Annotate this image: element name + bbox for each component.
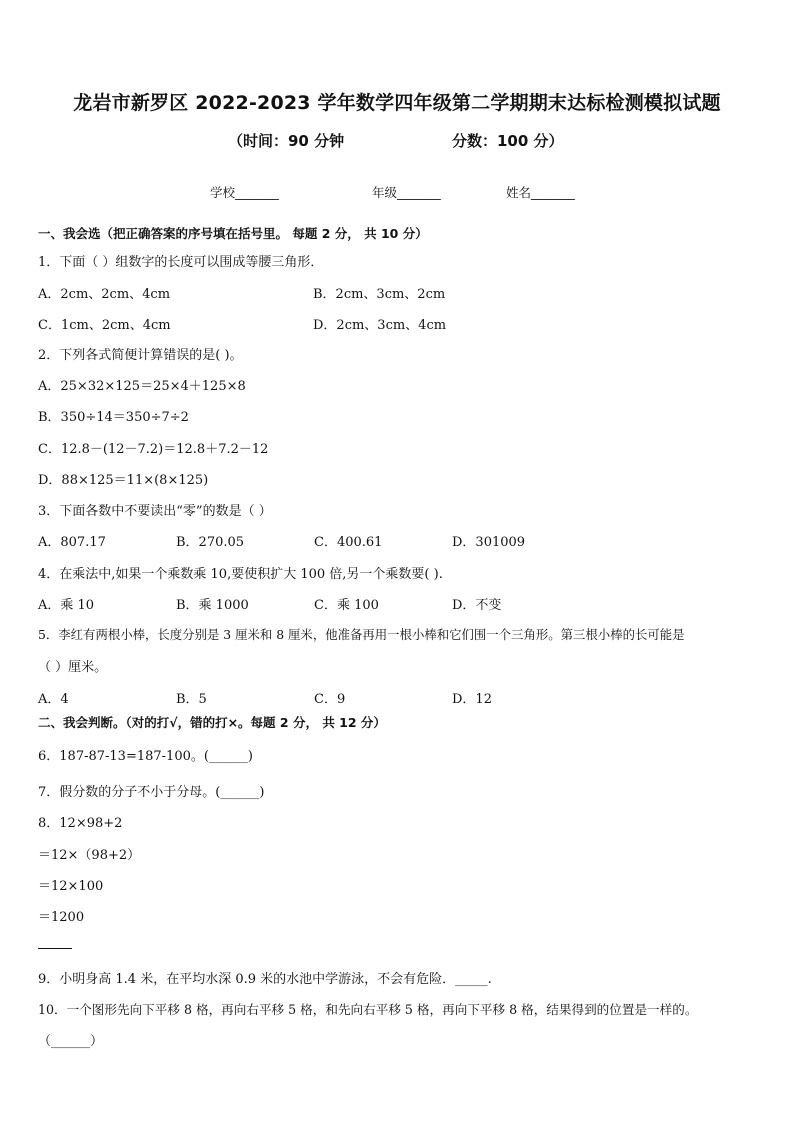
question-5-option-a: A．4 xyxy=(38,692,69,707)
question-10: 10．一个图形先向下平移 8 格，再向右平移 5 格，和先向右平移 5 格，再向下平移 8 格，结果得到的位置是一样的。 xyxy=(38,1002,698,1017)
question-1-option-b: B．2cm、3cm、2cm xyxy=(313,287,446,302)
question-2-option-c: C．12.8－(12－7.2)＝12.8＋7.2－12 xyxy=(38,442,269,457)
school-field: 学校_______ xyxy=(210,185,279,200)
question-8-line-4: ＝1200 xyxy=(38,910,85,925)
question-7: 7．假分数的分子不小于分母。(______) xyxy=(38,785,265,800)
question-3-option-d: D．301009 xyxy=(452,535,526,550)
question-10-answer-blank: （______） xyxy=(38,1034,104,1049)
question-1-stem: 1．下面（ ）组数字的长度可以围成等腰三角形． xyxy=(38,255,324,270)
question-9: 9．小明身高 1.4 米，在平均水深 0.9 米的水池中学游泳，不会有危险．_____. xyxy=(38,972,492,987)
question-8-line-3: ＝12×100 xyxy=(38,879,104,894)
question-2-option-a: A．25×32×125＝25×4＋125×8 xyxy=(38,379,246,394)
exam-title: 龙岩市新罗区 2022-2023 学年数学四年级第二学期期末达标检测模拟试题 xyxy=(73,92,721,114)
question-1-option-d: D．2cm、3cm、4cm xyxy=(313,318,447,333)
time-label: （时间：90 分钟 xyxy=(228,132,345,150)
question-2-stem: 2．下列各式简便计算错误的是( )。 xyxy=(38,348,243,363)
question-5-option-d: D．12 xyxy=(452,692,492,707)
question-3-option-b: B．270.05 xyxy=(176,535,245,550)
question-1-option-c: C．1cm、2cm、4cm xyxy=(38,318,171,333)
question-6: 6．187-87-13=187-100。(______) xyxy=(38,749,254,764)
question-4-option-c: C．乘 100 xyxy=(314,598,379,613)
question-4-option-a: A．乘 10 xyxy=(38,598,95,613)
name-field: 姓名_______ xyxy=(506,185,575,200)
question-8-line-1: 8．12×98+2 xyxy=(38,816,123,831)
question-5-option-c: C．9 xyxy=(314,692,346,707)
score-label: 分数：100 分） xyxy=(452,132,564,150)
question-5-stem: 5．李红有两根小棒，长度分别是 3 厘米和 8 厘米，他准备再用一根小棒和它们围一个三角形。第三根小棒的长可能是 xyxy=(38,627,685,642)
question-4-option-d: D．不变 xyxy=(452,598,502,613)
grade-field: 年级_______ xyxy=(372,185,441,200)
section-2-heading: 二、我会判断。（对的打√，错的打×。每题 2 分， 共 12 分） xyxy=(38,715,386,730)
question-3-option-c: C．400.61 xyxy=(314,535,383,550)
question-2-option-d: D．88×125＝11×(8×125) xyxy=(38,473,209,488)
question-8-answer-blank xyxy=(38,948,72,949)
question-3-stem: 3．下面各数中不要读出“零”的数是（ ） xyxy=(38,504,272,519)
question-4-stem: 4．在乘法中,如果一个乘数乘 10,要使积扩大 100 倍,另一个乘数要( ). xyxy=(38,567,443,582)
question-8-line-2: ＝12×（98+2） xyxy=(38,848,141,863)
question-2-option-b: B．350÷14＝350÷7÷2 xyxy=(38,410,189,425)
question-1-option-a: A．2cm、2cm、4cm xyxy=(38,287,171,302)
section-1-heading: 一、我会选（把正确答案的序号填在括号里。 每题 2 分， 共 10 分） xyxy=(38,226,428,241)
question-5-stem-continued: （ ）厘米。 xyxy=(38,660,108,675)
question-5-option-b: B．5 xyxy=(176,692,207,707)
question-3-option-a: A．807.17 xyxy=(38,535,106,550)
question-4-option-b: B．乘 1000 xyxy=(176,598,249,613)
